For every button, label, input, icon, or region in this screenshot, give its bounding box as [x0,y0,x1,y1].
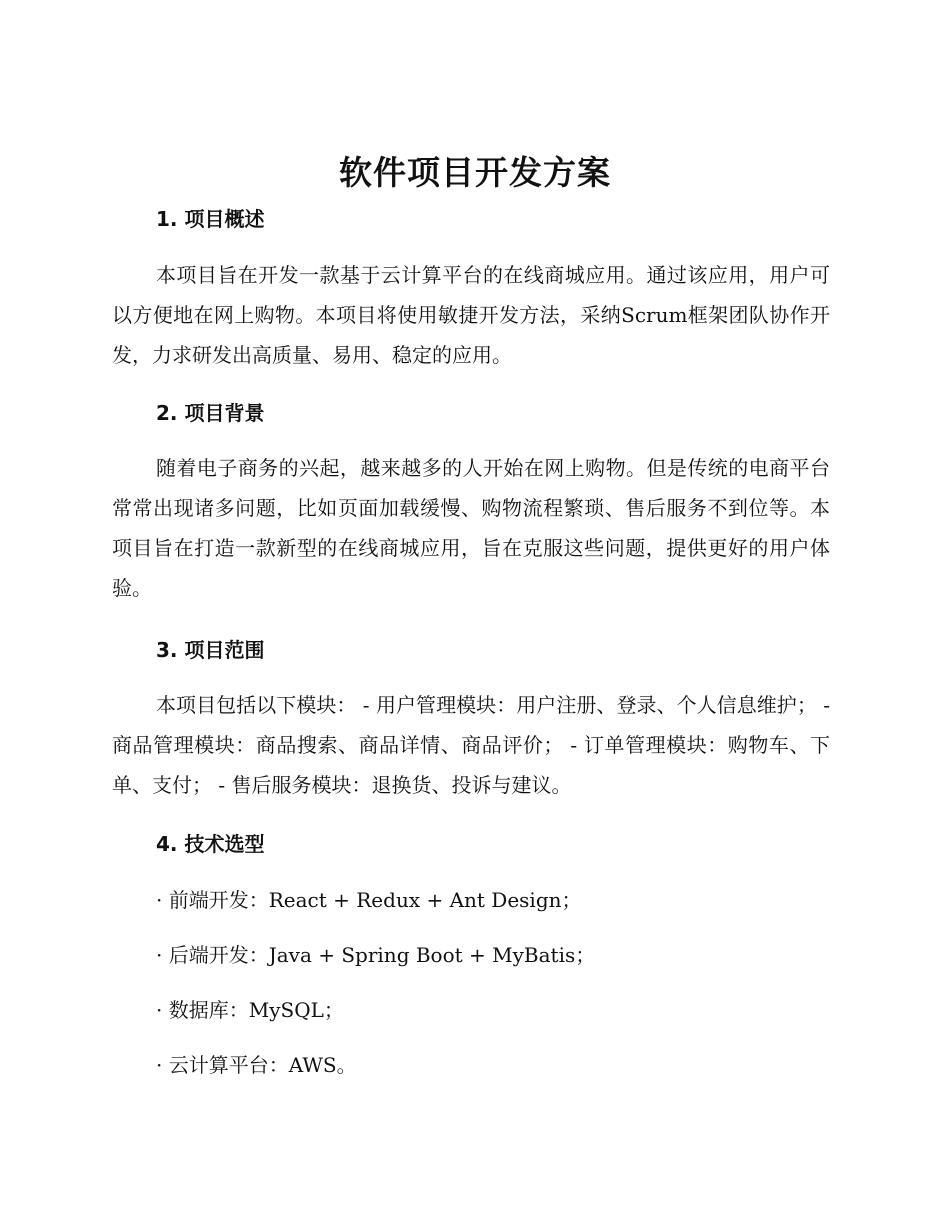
document-title: 软件项目开发方案 [339,153,611,192]
section-heading-overview: 1. 项目概述 [156,207,265,231]
tech-stack-item-cloud: · 云计算平台：AWS。 [156,1053,357,1077]
tech-stack-item-backend: · 后端开发：Java + Spring Boot + MyBatis； [156,943,596,967]
tech-stack-item-database: · 数据库：MySQL； [156,998,344,1022]
section-body-overview: 本项目旨在开发一款基于云计算平台的在线商城应用。通过该应用，用户可以方便地在网上购物。本项目将使用敏捷开发方法，采纳Scrum框架团队协作开发，力求研发出高质量、易用、稳定的应用。 [112,263,830,367]
tech-stack-item-frontend: · 前端开发：React + Redux + Ant Design； [156,888,582,912]
section-heading-tech-stack: 4. 技术选型 [156,832,265,856]
section-body-background: 随着电子商务的兴起，越来越多的人开始在网上购物。但是传统的电商平台常常出现诸多问题，比如页面加载缓慢、购物流程繁琐、售后服务不到位等。本项目旨在打造一款新型的在线商城应用，旨在克服这些问题，提供更好的用户体验。 [112,456,830,600]
section-body-scope: 本项目包括以下模块： - 用户管理模块：用户注册、登录、个人信息维护； - 商品管理模块：商品搜索、商品详情、商品评价； - 订单管理模块：购物车、下单、支付； - 售后服务模块：退换货、投诉与建议。 [112,693,830,797]
section-heading-scope: 3. 项目范围 [156,638,265,662]
section-heading-background: 2. 项目背景 [156,401,265,425]
